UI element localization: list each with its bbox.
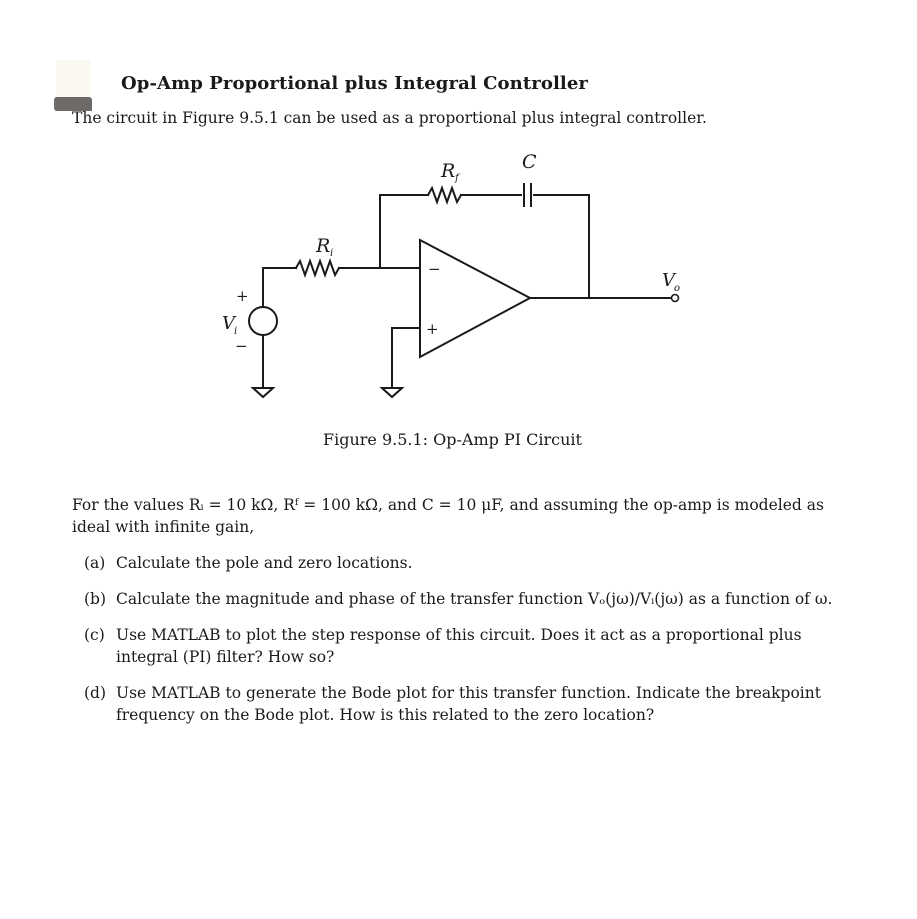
wire-plus-ground — [392, 328, 420, 388]
label-ri: R — [316, 235, 331, 257]
list-item — [84, 588, 839, 610]
item-label: (c) — [84, 626, 105, 644]
capacitor-c — [524, 184, 531, 206]
ground-right-icon — [382, 388, 402, 397]
label-opamp-plus: + — [426, 320, 439, 338]
voltage-source-icon — [249, 307, 277, 335]
page-title: Op-Amp Proportional plus Integral Controller — [121, 73, 588, 94]
label-opamp-minus: − — [428, 260, 441, 278]
label-rf: R — [441, 160, 456, 182]
item-label: (a) — [84, 554, 106, 572]
output-terminal-icon — [672, 295, 679, 302]
label-vi-minus: − — [235, 337, 248, 355]
ground-left-icon — [253, 388, 273, 397]
item-label: (d) — [84, 684, 107, 702]
wire-source-top — [263, 268, 296, 307]
label-vi-plus: + — [236, 287, 249, 305]
item-text: Calculate the magnitude and phase of the transfer function Vₒ(jω)/Vᵢ(jω) as a function of ω. — [116, 590, 833, 608]
wire-feedback-right — [534, 195, 589, 298]
item-text: Use MATLAB to plot the step response of this circuit. Does it act as a proportional plus integral (PI) filter? How so? — [116, 626, 802, 666]
problem-paragraph: For the values Rᵢ = 10 kΩ, Rᶠ = 100 kΩ, and C = 10 μF, and assuming the op-amp is modeled as ideal with infinite gain, — [72, 496, 824, 536]
list-item — [84, 624, 839, 668]
label-vo-sub: o — [674, 283, 681, 294]
list-item — [84, 682, 839, 726]
resistor-rf — [428, 188, 461, 202]
label-vi: V — [222, 313, 235, 334]
label-vi-sub: i — [234, 326, 238, 337]
item-text: Use MATLAB to generate the Bode plot for this transfer function. Indicate the breakpoint frequency on the Bode plot. How is this related to the zero location? — [116, 684, 821, 724]
resistor-ri — [296, 261, 339, 275]
item-text: Calculate the pole and zero locations. — [116, 554, 413, 572]
label-ri-sub: i — [330, 248, 334, 259]
label-vo: V — [662, 270, 675, 291]
label-c: C — [522, 151, 537, 173]
figure-caption: Figure 9.5.1: Op-Amp PI Circuit — [323, 430, 582, 449]
list-item — [84, 552, 839, 574]
intro-text: The circuit in Figure 9.5.1 can be used as a proportional plus integral controller. — [72, 109, 707, 127]
label-rf-sub: f — [455, 173, 459, 184]
item-label: (b) — [84, 590, 107, 608]
opamp — [420, 240, 530, 357]
